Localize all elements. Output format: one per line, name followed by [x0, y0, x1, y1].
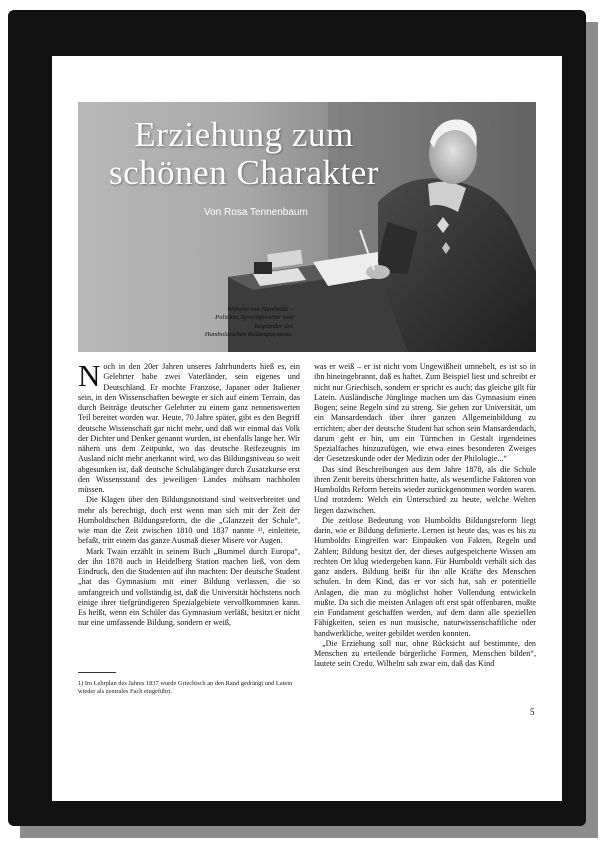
paragraph: Die Klagen über den Bildungsnotstand sind weitverbreitet und mehr als berechtigt, doch erst wenn man sich mit der Zeit der Humboldtschen Bildungsreform, die die „Glanzzeit der Schule“, wie man die Zeit zwischen 1810 und 1837 nannte ¹⁾, einleitete, befaßt, tritt einem das ganze Ausmaß dieser Misere vor Augen.: [78, 495, 300, 546]
footnote-divider: [78, 672, 116, 673]
title-line-2: schönen Charakter: [109, 153, 379, 192]
text-column-right: [314, 362, 536, 670]
author-byline: Von Rosa Tennenbaum: [204, 207, 308, 218]
paragraph: was er weiß – er ist nicht vom Ungewißheit umnebelt, es ist so in ihn hineingebrannt, daß es haftet. Zum Beispiel liest und schreibt er nicht nur Griechisch, sondern er spricht es auch; das gleiche gilt für Latein. Ausländische Jünglinge machen um das Gymnasium einen Bogen; seine Regeln sind zu streng. Sie gehen zur Universität, um ein Mansardendach über ihrer ganzen Allgemeinbildung zu errichten; aber der deutsche Student hat schon sein Mansardendach, darum geht er hin, um ein Türmchen in Gestalt irgendeines Spezialfaches hinzuzufügen, wie etwa eines besonderen Zweiges der Gesetzeskunde oder der Medizin oder der Philologie...“: [314, 362, 536, 464]
title-line-1: Erziehung zum: [134, 115, 354, 154]
caption-line-2: Politiker, Sprachforscher und: [215, 314, 293, 322]
magazine-page: [52, 56, 562, 801]
paragraph-text: och in den 20er Jahren unseres Jahrhunderts hieß es, ein Gelehrter habe zwei Vaterländer, sein eigenes und Deutschland. Er mochte Franzose, Japaner oder Italiener sein, in den Wissenschaften bewegte er sich auf einem Terrain, das durch Beiträge deutscher Gelehrter zu einem ganz nennenswerten Teil bereitet worden war. Heute, 70 Jahre später, gibt es den Begriff deutsche Wissenschaft gar nicht mehr, und daß wir einmal das Volk der Dichter und Denker genannt wurden, ist ebenfalls lange her. Wir nähern uns dem Zeitpunkt, wo das deutsche Reifezeugnis im Ausland nicht mehr anerkannt wird, wo das Bildungsniveau so weit abgesunken ist, daß deutsche Schulabgänger durch Zusatzkurse erst den Wissensstand des jeweiligen Landes mühsam nachholen müssen.: [78, 362, 300, 494]
hero-banner: [78, 102, 536, 352]
caption-line-1: Wilhelm von Humboldt –: [227, 306, 293, 313]
text-column-left: [78, 358, 300, 629]
paragraph: „Die Erziehung soll nur, ohne Rücksicht auf bestimmte, den Menschen zu erteilende bürgerliche Formen, Menschen bilden“, lautete sein Credo. Wilhelm sah zwar ein, daß das Kind: [314, 638, 536, 669]
drop-cap: N: [78, 358, 101, 393]
caption-line-3: Begründer des: [254, 322, 293, 330]
article-title: [84, 116, 404, 192]
footnote: 1) Im Lehrplan des Jahres 1837 wurde Griechisch an den Rand gedrängt und Latein wieder als zentrales Fach eingeführt.: [78, 680, 293, 696]
display-frame: [8, 10, 586, 826]
paragraph: Die zeitlose Bedeutung von Humboldts Bildungsreform liegt darin, wie er Bildung definierte. Lernen ist heute das, was es bis zu Humboldts Eingreifen war: Einpauken von Fakten, Regeln und Zahlen; Bildung besitzt der, der dieses aufgespeicherte Wissen am rechten Ort klug wiedergeben kann. Für Humboldt verhält sich das ganz anders. Bildung heißt für ihn alle Kräfte des Menschen schulen. In dem Kind, das er vor sich hat, sah er potentielle Anlagen, die man zu möglichst hoher Vollendung entwickeln mußte. Da sich die meisten Anlagen oft erst spät offenbaren, mußte ein Fundament geschaffen werden, auf dem dann alle speziellen Fähigkeiten, seien es nun musische, naturwissenschaftliche oder handwerkliche, weiter gebildet werden konnten.: [314, 515, 536, 638]
caption-line-4: Humboldtschen Bildungssystems.: [204, 331, 293, 339]
page-number: 5: [530, 707, 535, 717]
paragraph: Mark Twain erzählt in seinem Buch „Bummel durch Europa“, der ihn 1878 auch in Heidelberg Station machen ließ, von dem Eindruck, den die Studenten auf ihn machten: Der deutsche Student „hat das Gymnasium mit einer Bildung verlassen, die so umfangreich und vollständig ist, daß die Universität höchstens noch einige ihrer tiefgründigeren Spezialgebiete vervollkommnen kann. Es heißt, wenn ein Schüler das Gymnasium verläßt, besitzt er nicht nur eine umfassende Bildung, sondern er weiß,: [78, 546, 300, 628]
paragraph: [78, 358, 300, 495]
paragraph: Das sind Beschreibungen aus dem Jahre 1878, als die Schule ihren Zenit bereits überschritten hatte, als wesentliche Faktoren von Humboldts Reform bereits wieder zurückgenommen worden waren. Und trotzdem: Welch ein Unterschied zu heute, welche Welten liegen dazwischen.: [314, 464, 536, 515]
image-caption: [148, 306, 293, 340]
